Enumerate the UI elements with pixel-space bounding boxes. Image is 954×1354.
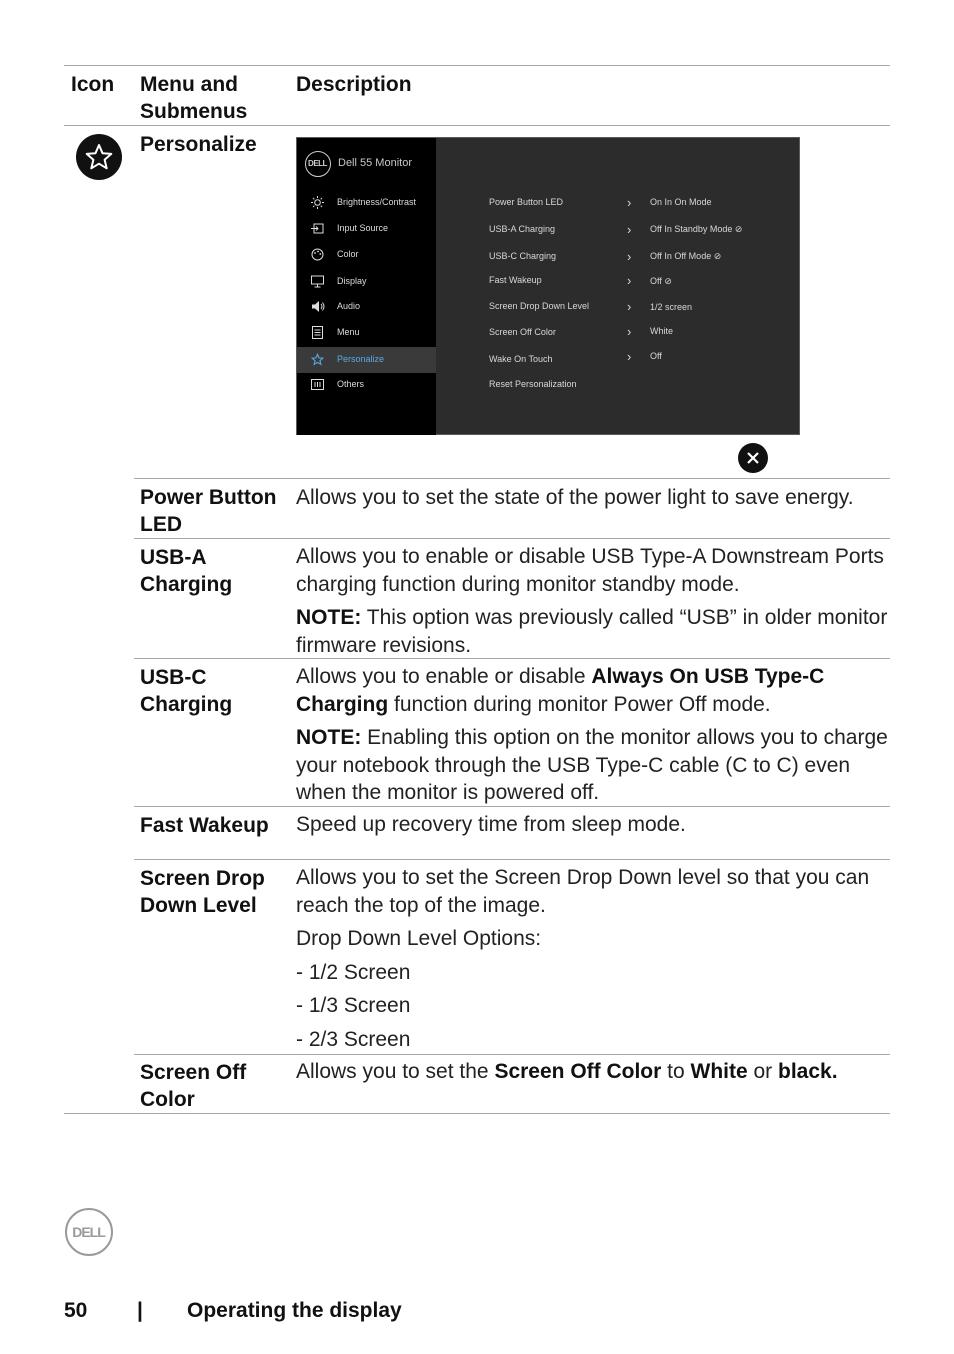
rule <box>134 859 890 860</box>
osd-value: On In On Mode <box>650 197 712 207</box>
close-icon[interactable] <box>738 443 768 473</box>
note-label: NOTE: <box>296 726 362 749</box>
osd-submenu-screen-off-color[interactable]: Screen Off Color <box>489 327 556 337</box>
osd-submenu-reset-personalization[interactable]: Reset Personalization <box>489 379 577 389</box>
row-desc-fast-wakeup: Speed up recovery time from sleep mode. <box>296 813 686 836</box>
chevron-right-icon: › <box>627 249 632 264</box>
osd-menu-label: Brightness/Contrast <box>337 197 417 207</box>
row-desc-usb-a-charging: Allows you to enable or disable USB Type-A Downstream Ports charging function during monitor standby mode. NOTE: This option was previously called “USB” in older monitor firmware revisions. <box>296 545 888 657</box>
row-name-screen-drop-down-level: Screen Drop Down Level <box>140 867 265 917</box>
row-desc-usb-c-charging: Allows you to enable or disable Always On USB Type-C Charging function during monitor Power Off mode. NOTE: Enabling this option on the monitor allows you to charge your notebook through the USB Type-C cable (C to C) even when the monitor is powered off. <box>296 665 888 804</box>
osd-value: White <box>650 326 674 336</box>
dell-logo: DELL <box>65 1208 113 1256</box>
star-icon <box>311 353 324 366</box>
osd-sidebar <box>297 138 436 435</box>
rule <box>134 478 890 479</box>
eco-leaf-icon: ⊘ <box>664 276 672 286</box>
osd-value: Off ⊘ <box>650 276 672 286</box>
osd-title: Dell 55 Monitor <box>338 157 412 169</box>
osd-submenu-power-button-led[interactable]: Power Button LED <box>489 197 564 207</box>
menu-icon <box>311 326 324 339</box>
osd-value: Off In Standby Mode ⊘ <box>650 224 743 234</box>
osd-menu-menu[interactable] <box>297 320 436 346</box>
rule-header <box>64 125 890 126</box>
osd-submenu-fast-wakeup[interactable]: Fast Wakeup <box>489 275 542 285</box>
osd-menu-panel <box>296 137 800 435</box>
star-icon <box>76 134 122 180</box>
osd-menu-display[interactable] <box>297 269 436 295</box>
osd-menu-personalize[interactable] <box>297 347 436 373</box>
row-desc-screen-drop-down-level: Allows you to set the Screen Drop Down level so that you can reach the top of the image. Drop Down Level Options: - 1/2 Screen - 1/3 Screen - 2/3 Screen <box>296 866 870 1051</box>
chapter-title: Operating the display <box>187 1299 402 1322</box>
header-menu <box>140 71 247 125</box>
section-title: Personalize <box>140 133 257 156</box>
row-desc-power-button-led: Allows you to set the state of the power light to save energy. <box>296 486 854 509</box>
chevron-right-icon: › <box>627 324 632 339</box>
osd-menu-others[interactable] <box>297 372 436 398</box>
dell-logo: DELL <box>305 151 331 177</box>
eco-leaf-icon: ⊘ <box>713 251 722 261</box>
chevron-right-icon: › <box>627 349 632 364</box>
osd-menu-label: Menu <box>337 327 360 337</box>
row-name-power-button-led: Power Button LED <box>140 486 277 536</box>
osd-menu-label: Others <box>337 379 365 389</box>
header-icon: Icon <box>71 73 115 96</box>
osd-menu-color[interactable] <box>297 242 436 268</box>
others-icon <box>311 378 324 391</box>
speaker-icon <box>311 300 326 313</box>
note-label: NOTE: <box>296 606 362 629</box>
osd-menu-input-source[interactable] <box>297 216 436 242</box>
row-name-usb-a-charging: USB-A Charging <box>140 546 233 596</box>
osd-menu-label: Personalize <box>337 354 385 364</box>
chevron-right-icon: › <box>627 222 632 237</box>
brightness-icon <box>311 196 324 209</box>
rule-bottom <box>64 1113 890 1114</box>
chevron-right-icon: › <box>627 273 632 288</box>
row-desc-screen-off-color: Allows you to set the Screen Off Color to White or black. <box>296 1060 838 1083</box>
page-number: 50 <box>64 1299 88 1322</box>
osd-menu-label: Input Source <box>337 223 389 233</box>
osd-submenu-wake-on-touch[interactable]: Wake On Touch <box>489 354 553 364</box>
rule-top <box>64 65 890 66</box>
footer-separator: | <box>137 1299 143 1322</box>
osd-submenu-screen-drop-down-level[interactable]: Screen Drop Down Level <box>489 301 590 311</box>
row-name-usb-c-charging: USB-C Charging <box>140 666 233 716</box>
row-name-fast-wakeup: Fast Wakeup <box>140 814 269 837</box>
chevron-right-icon: › <box>627 195 632 210</box>
osd-submenu-usb-a-charging[interactable]: USB-A Charging <box>489 224 556 234</box>
osd-menu-label: Display <box>337 276 367 286</box>
osd-value: Off In Off Mode ⊘ <box>650 251 722 261</box>
osd-value: Off <box>650 351 662 361</box>
rule <box>134 538 890 539</box>
osd-menu-audio[interactable] <box>297 294 436 320</box>
display-icon <box>311 275 324 288</box>
input-source-icon <box>311 222 324 235</box>
osd-submenu-usb-c-charging[interactable]: USB-C Charging <box>489 251 557 261</box>
header-menu-line2: Submenus <box>140 100 248 123</box>
color-palette-icon <box>311 248 324 261</box>
header-description: Description <box>296 73 412 96</box>
osd-menu-label: Color <box>337 249 359 259</box>
osd-menu-brightness[interactable] <box>297 190 436 216</box>
osd-menu-label: Audio <box>337 301 361 311</box>
osd-value: 1/2 screen <box>650 302 693 312</box>
row-name-screen-off-color: Screen Off Color <box>140 1061 247 1111</box>
eco-leaf-icon: ⊘ <box>734 224 743 234</box>
header-menu-line1: Menu and <box>140 73 238 96</box>
chevron-right-icon: › <box>627 299 632 314</box>
